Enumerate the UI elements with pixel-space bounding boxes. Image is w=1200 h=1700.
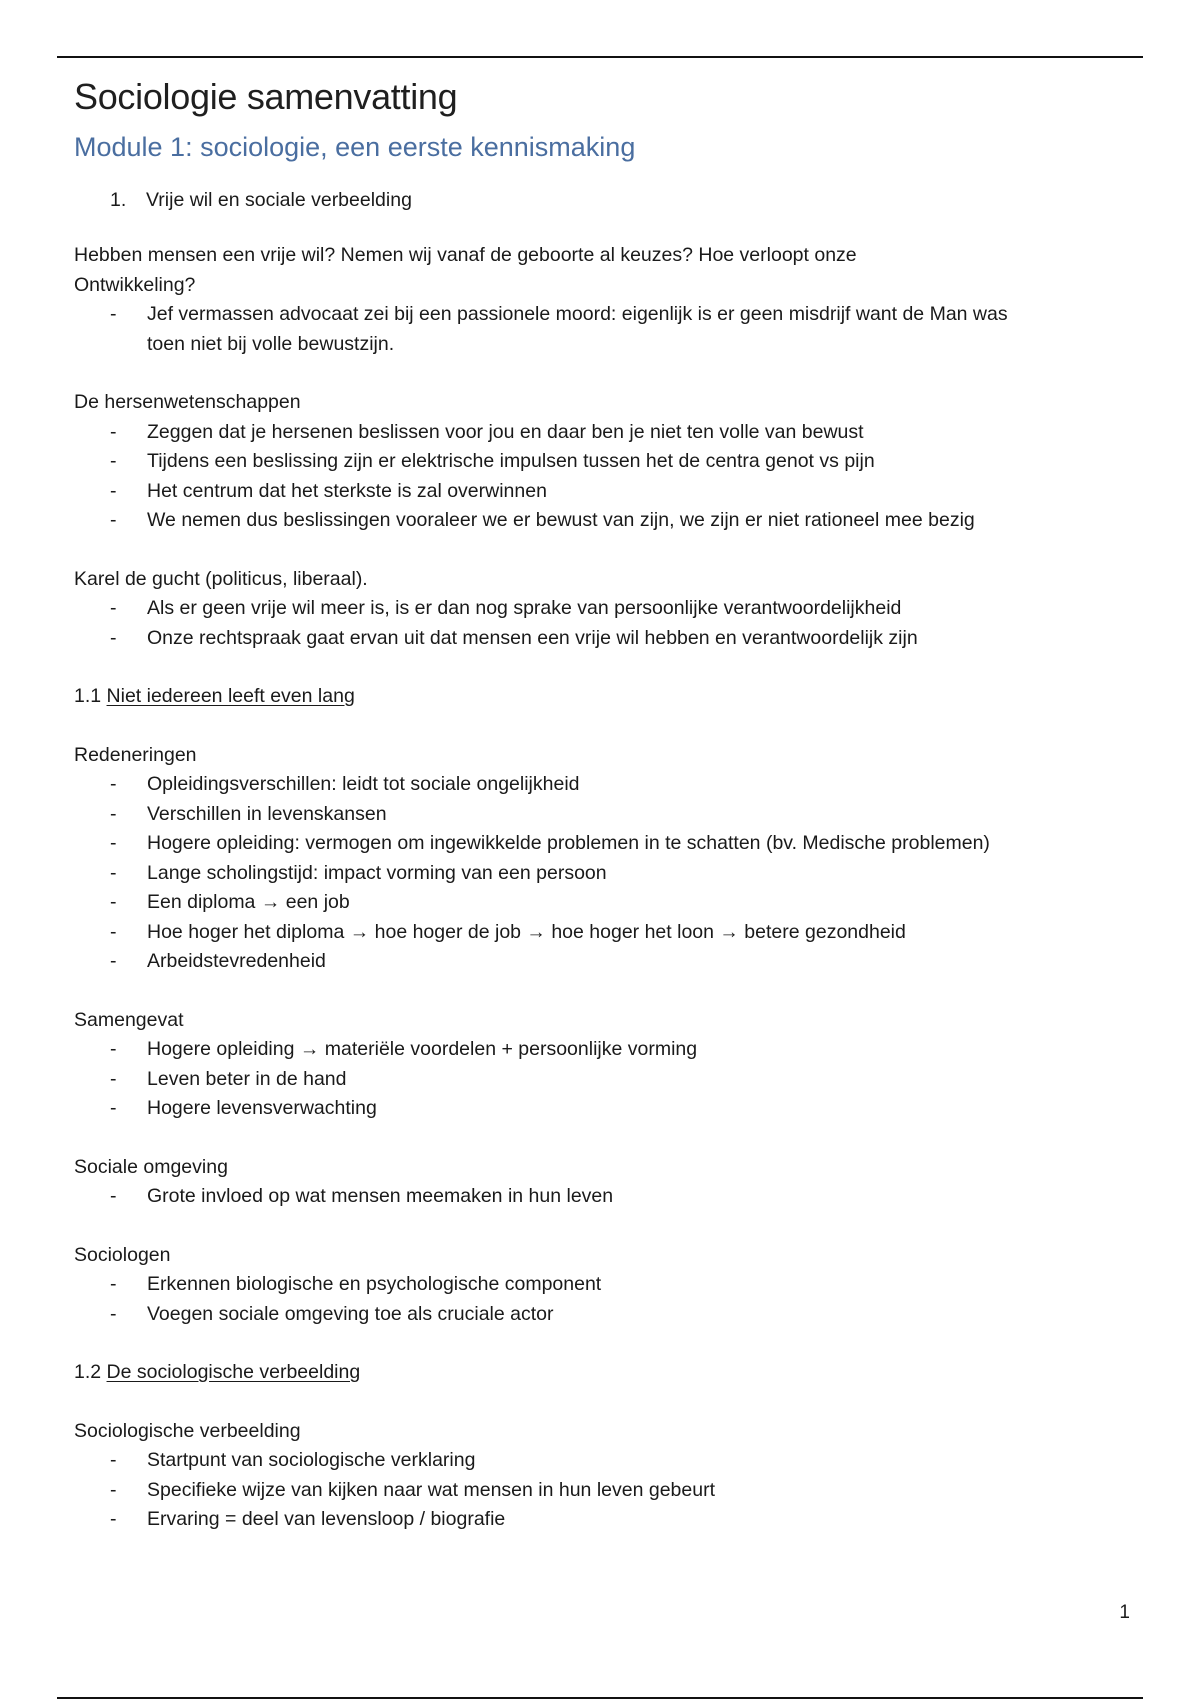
list-item: - Hogere levensverwachting: [110, 1094, 1134, 1124]
hersen-list: [74, 418, 1134, 536]
list-item: - Het centrum dat het sterkste is zal overwinnen: [110, 477, 1134, 507]
list-item: - Specifieke wijze van kijken naar wat mensen in hun leven gebeurt: [110, 1476, 1134, 1506]
subsection-1-1-heading: [74, 682, 1134, 712]
section-1-heading: [74, 185, 1134, 215]
karel-heading: Karel de gucht (politicus, liberaal).: [74, 567, 368, 590]
verbeelding-heading: Sociologische verbeelding: [74, 1419, 301, 1442]
bottom-rule: [57, 1697, 1143, 1699]
list-item: - Tijdens een beslissing zijn er elektrische impulsen tussen het de centra genot vs pijn: [110, 447, 1134, 477]
list-item: - Als er geen vrije wil meer is, is er dan nog sprake van persoonlijke verantwoordelijkheid: [110, 594, 1134, 624]
list-item: - Onze rechtspraak gaat ervan uit dat mensen een vrije wil hebben en verantwoordelijk zijn: [110, 624, 1134, 654]
intro-line-1: Hebben mensen een vrije wil? Nemen wij vanaf de geboorte al keuzes? Hoe verloopt onze: [74, 244, 857, 266]
subsection-1-1-number: 1.1: [74, 685, 102, 707]
module-heading: Module 1: sociologie, een eerste kennismaking: [74, 132, 636, 162]
subsection-1-2-number: 1.2: [74, 1361, 102, 1383]
sociale-omgeving-list: [74, 1182, 1134, 1212]
subsection-1-2-heading: [74, 1358, 1134, 1388]
list-item: - Opleidingsverschillen: leidt tot sociale ongelijkheid: [110, 770, 1134, 800]
samengevat-heading: Samengevat: [74, 1008, 184, 1031]
karel-list: [74, 594, 1134, 653]
document-title: Sociologie samenvatting: [74, 76, 458, 117]
list-item: - Arbeidstevredenheid: [110, 947, 1134, 977]
redeneringen-heading: Redeneringen: [74, 743, 197, 766]
list-item: - Erkennen biologische en psychologische component: [110, 1270, 1134, 1300]
list-item: - Hogere opleiding → materiële voordelen + persoonlijke vorming: [110, 1035, 1134, 1065]
list-item: - Ervaring = deel van levensloop / biografie: [110, 1505, 1134, 1535]
section-1-number: 1.: [110, 189, 127, 211]
list-item: - Hogere opleiding: vermogen om ingewikkelde problemen in te schatten (bv. Medische problemen): [110, 829, 1134, 859]
sociale-omgeving-heading: Sociale omgeving: [74, 1155, 228, 1178]
list-item: - Startpunt van sociologische verklaring: [110, 1446, 1134, 1476]
samengevat-list: [74, 1035, 1134, 1124]
top-rule: [57, 56, 1143, 58]
verbeelding-list: [74, 1446, 1134, 1535]
list-item: - Leven beter in de hand: [110, 1065, 1134, 1095]
list-item: - Verschillen in levenskansen: [110, 800, 1134, 830]
list-item: - Lange scholingstijd: impact vorming van een persoon: [110, 859, 1134, 889]
page-number: 1: [1119, 1602, 1130, 1623]
subsection-1-1-label: Niet iedereen leeft even lang: [106, 685, 355, 707]
list-item: - Een diploma → een job: [110, 888, 1134, 918]
list-item: - We nemen dus beslissingen vooraleer we er bewust van zijn, we zijn er niet rationeel mee bezig: [110, 506, 1134, 536]
list-item: - Jef vermassen advocaat zei bij een passionele moord: eigenlijk is er geen misdrijf want de Man was toen niet bij volle bewustzijn.: [110, 300, 1027, 359]
sociologen-list: [74, 1270, 1134, 1329]
list-item: - Hoe hoger het diploma → hoe hoger de job → hoe hoger het loon → betere gezondheid: [110, 918, 1134, 948]
intro-line-2: Ontwikkeling?: [74, 273, 196, 296]
redeneringen-list: [74, 770, 1134, 977]
section-1-label: Vrije wil en sociale verbeelding: [146, 189, 412, 211]
hersen-heading: De hersenwetenschappen: [74, 391, 301, 413]
list-item: - Grote invloed op wat mensen meemaken in hun leven: [110, 1182, 1134, 1212]
intro-list: [74, 300, 1134, 359]
document-page: [74, 76, 1134, 1535]
list-item: - Voegen sociale omgeving toe als cruciale actor: [110, 1300, 1134, 1330]
sociologen-heading: Sociologen: [74, 1243, 171, 1266]
list-item: - Zeggen dat je hersenen beslissen voor jou en daar ben je niet ten volle van bewust: [110, 418, 1134, 448]
subsection-1-2-label: De sociologische verbeelding: [106, 1361, 361, 1383]
